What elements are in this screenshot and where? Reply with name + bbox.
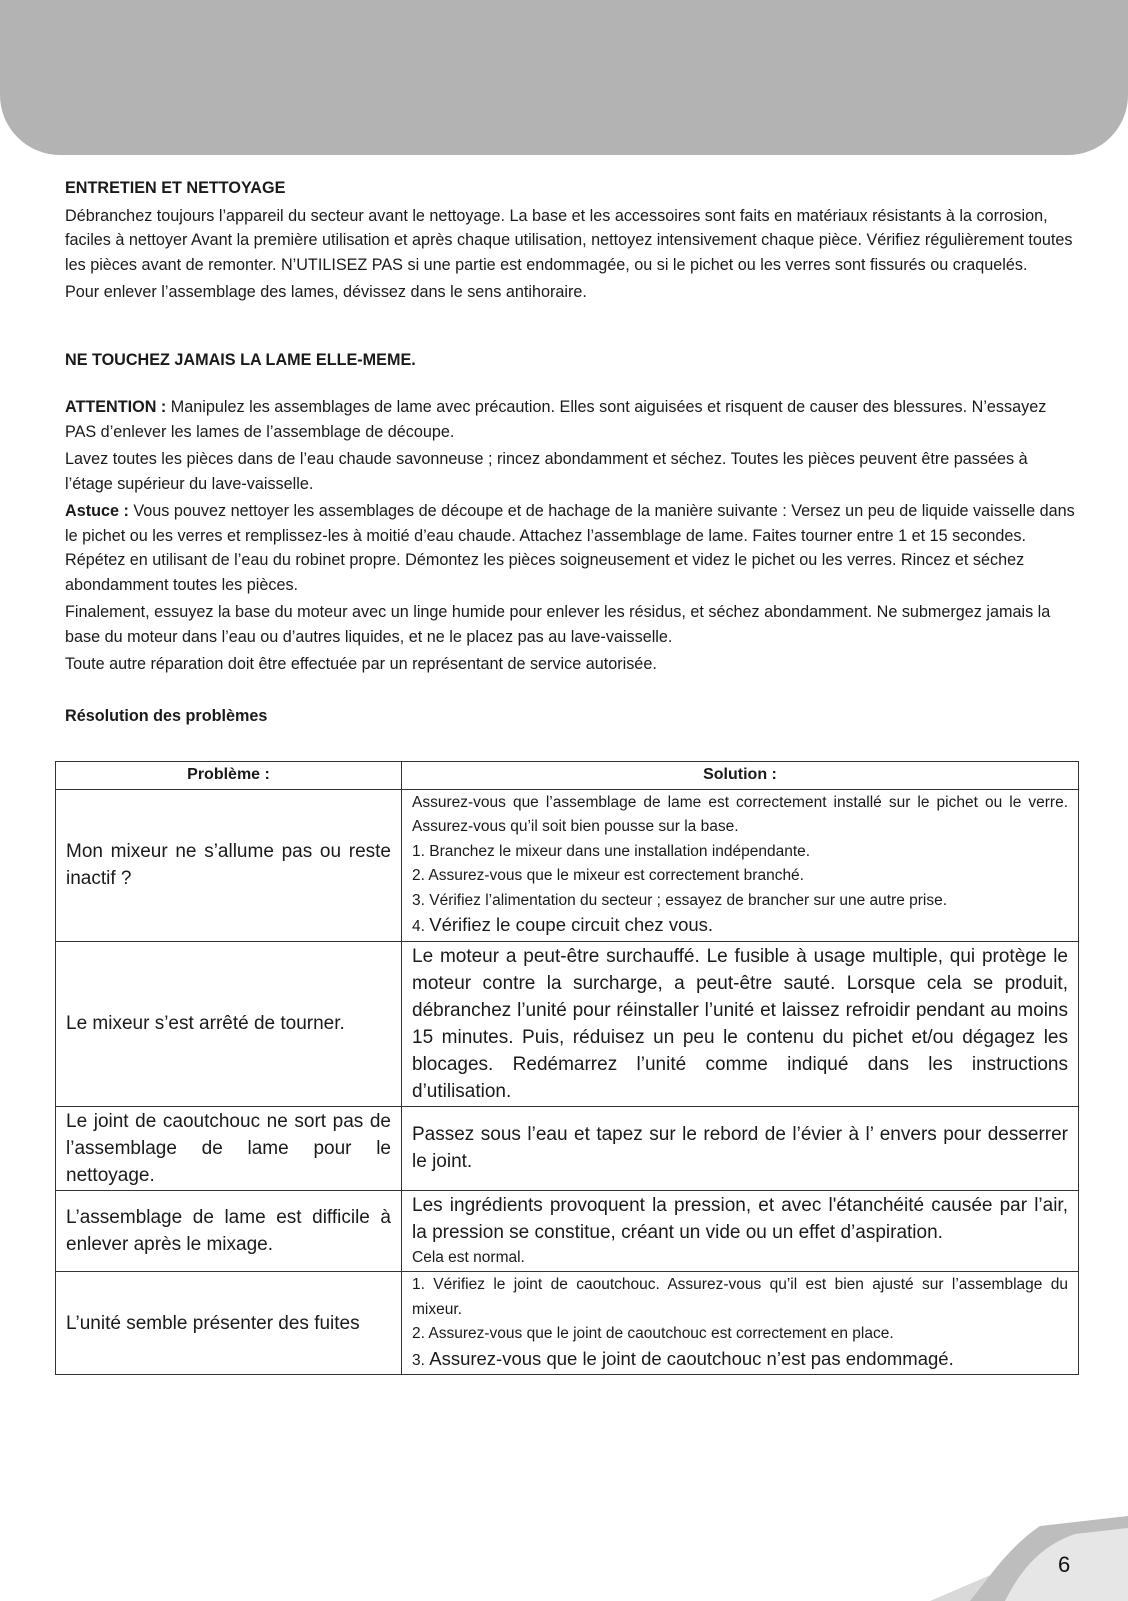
solution-line: Assurez-vous que l’assemblage de lame est correctement installé sur le pichet ou le verre. Assurez-vous qu’il soit bien pousse sur la base. (412, 793, 1068, 835)
solution-cell (402, 1106, 1079, 1190)
column-header-problem: Problème : (56, 762, 402, 790)
problem-cell: L’assemblage de lame est difficile à enlever après le mixage. (56, 1190, 402, 1272)
table-row (56, 1272, 1079, 1375)
solution-cell (402, 1190, 1079, 1272)
table-row (56, 941, 1079, 1106)
attention-text: Manipulez les assemblages de lame avec précaution. Elles sont aiguisées et risquent de causer des blessures. N’essayez PAS d’enlever les lames de l’assemblage de découpe. (65, 398, 1047, 441)
solution-line (412, 913, 1068, 940)
solution-line: 1. Branchez le mixeur dans une installation indépendante. (412, 842, 811, 860)
page-content (65, 176, 1075, 731)
paragraph-attention (65, 395, 1075, 444)
problem-cell: L’unité semble présenter des fuites (56, 1272, 402, 1375)
solution-line: 2. Assurez-vous que le mixeur est correctement branché. (412, 867, 804, 884)
solution-text: Passez sous l’eau et tapez sur le rebord de l’évier à l’ envers pour desserrer le joint. (412, 1124, 1068, 1172)
table-row (56, 789, 1079, 941)
solution-cell (402, 1272, 1079, 1375)
solution-text: Le moteur a peut-être surchauffé. Le fusible à usage multiple, qui protège le moteur contre la surcharge, a peut-être sauté. Lorsque cela se produit, débranchez l’unité pour réinstaller l’unité et laissez refroidir pendant au moins 15 minutes. Puis, réduisez un peu le contenu du pichet et/ou dégagez les blocages. Redémarrez l’unité comme indiqué dans les instructions d’utilisation. (412, 945, 1068, 1102)
solution-text: Les ingrédients provoquent la pression, et avec l'étanchéité causée par l’air, la pression se constitue, créant un vide ou un effet d’aspiration. (412, 1194, 1068, 1243)
warning-never-touch: NE TOUCHEZ JAMAIS LA LAME ELLE-MEME. (65, 350, 416, 369)
page-number: 6 (1058, 1552, 1071, 1577)
column-header-solution: Solution : (402, 762, 1079, 790)
paragraph-remove-blades: Pour enlever l’assemblage des lames, dévissez dans le sens antihoraire. (65, 283, 587, 301)
problem-cell: Le joint de caoutchouc ne sort pas de l’assemblage de lame pour le nettoyage. (56, 1106, 402, 1190)
header-band (0, 0, 1128, 155)
tip-text: Vous pouvez nettoyer les assemblages de découpe et de hachage de la manière suivante : Versez un peu de liquide vaisselle dans le pichet ou les verres et remplissez-les à moitié d’eau chaude. Attachez l’assemblage de lame. Faites tourner entre 1 et 15 secondes. Répétez en utilisant de l’eau du robinet propre. Démontez les pièces soigneusement et videz le pichet ou les verres. Rincez et séchez abondamment toutes les pièces. (65, 502, 1075, 594)
page-corner-decoration (930, 1516, 1128, 1601)
solution-number: 3. (412, 1351, 430, 1369)
table-header-row (56, 762, 1079, 790)
solution-cell (402, 941, 1079, 1106)
solution-note: Cela est normal. (412, 1248, 525, 1266)
paragraph-motor-base: Finalement, essuyez la base du moteur avec un linge humide pour enlever les résidus, et séchez abondamment. Ne submergez jamais la base du moteur dans l’eau ou d’autres liquides, et ne le placez pas au lave-vaisselle. (65, 603, 1051, 646)
solution-line (412, 1347, 1068, 1374)
solution-cell (402, 789, 1079, 941)
solution-number: 4. (412, 918, 430, 935)
table-row (56, 1106, 1079, 1190)
troubleshooting-title: Résolution des problèmes (65, 706, 268, 725)
paragraph-tip (65, 499, 1075, 597)
troubleshooting-table (55, 761, 1079, 1375)
section-title: ENTRETIEN ET NETTOYAGE (65, 179, 286, 197)
paragraph-disconnect: Débranchez toujours l’appareil du secteur avant le nettoyage. La base et les accessoires sont faits en matériaux résistants à la corrosion, faciles à nettoyer Avant la première utilisation et après chaque utilisation, nettoyez intensivement chaque pièce. Vérifiez régulièrement toutes les pièces avant de remonter. N’UTILISEZ PAS si une partie est endommagée, ou si le pichet ou les verres sont fissurés ou craquelés. (65, 206, 1073, 274)
solution-text: Vérifiez le coupe circuit chez vous. (429, 914, 714, 935)
paragraph-wash: Lavez toutes les pièces dans de l’eau chaude savonneuse ; rincez abondamment et séchez. Toutes les pièces peuvent être passées à l’étage supérieur du lave-vaisselle. (65, 450, 1028, 493)
problem-cell: Le mixeur s’est arrêté de tourner. (56, 941, 402, 1106)
solution-line: 3. Vérifiez l’alimentation du secteur ; essayez de brancher sur une autre prise. (412, 891, 948, 909)
tip-label: Astuce : (65, 502, 129, 520)
attention-label: ATTENTION : (65, 398, 167, 416)
paragraph-repair: Toute autre réparation doit être effectuée par un représentant de service autorisée. (65, 655, 657, 673)
table-row (56, 1190, 1079, 1272)
problem-cell: Mon mixeur ne s’allume pas ou reste inactif ? (56, 789, 402, 941)
solution-line: 2. Assurez-vous que le joint de caoutchouc est correctement en place. (412, 1325, 894, 1342)
solution-text: Assurez-vous que le joint de caoutchouc n’est pas endommagé. (429, 1347, 954, 1369)
solution-line: 1. Vérifiez le joint de caoutchouc. Assurez-vous qu’il est bien ajusté sur l’assemblage du mixeur. (412, 1276, 1068, 1318)
